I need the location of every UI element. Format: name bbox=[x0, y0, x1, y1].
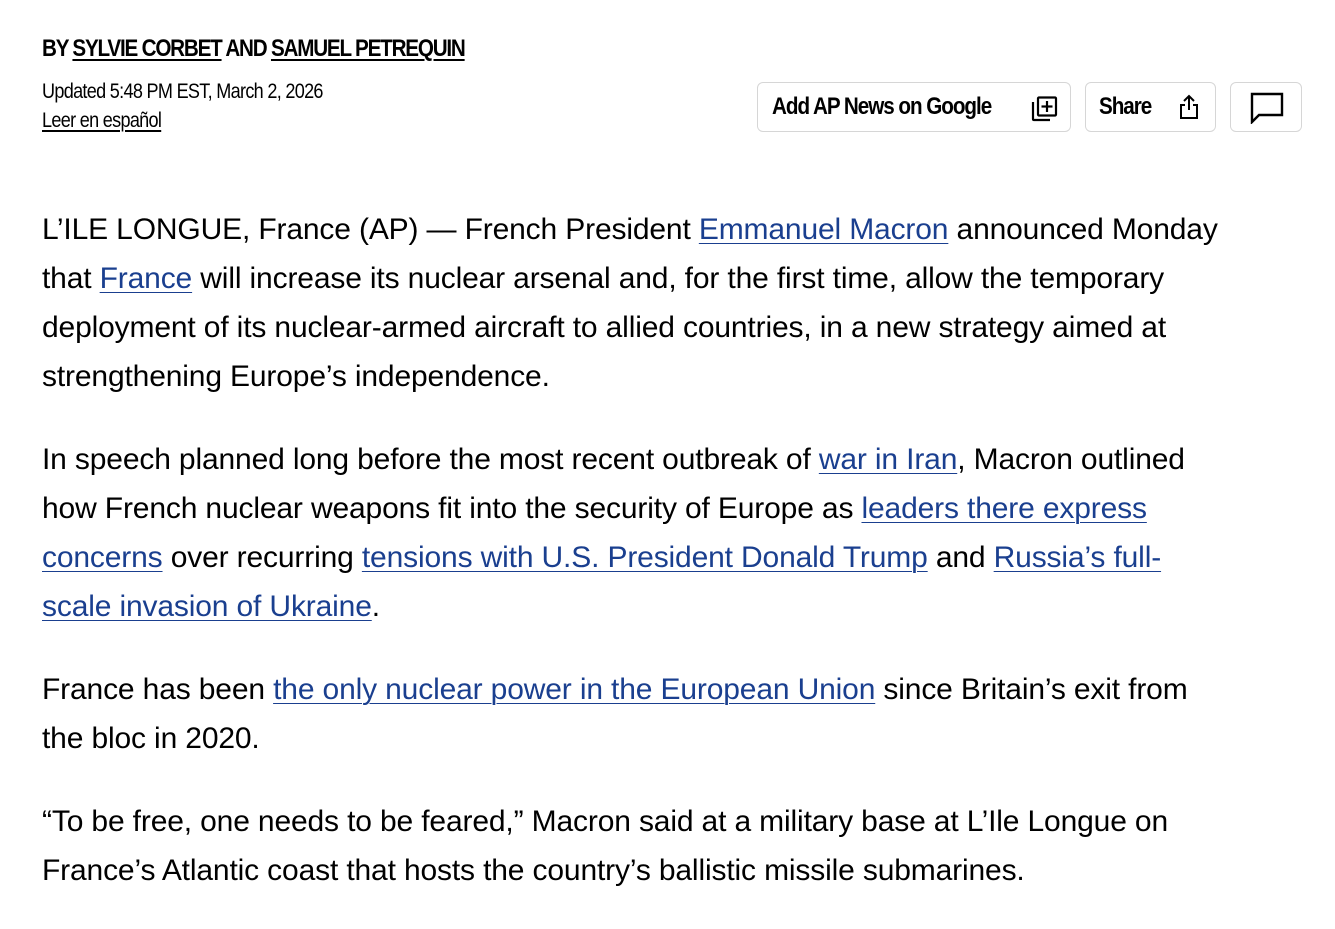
share-button[interactable] bbox=[1085, 82, 1216, 132]
text-span: France has been bbox=[42, 673, 274, 706]
link-france[interactable]: France bbox=[99, 262, 193, 295]
byline bbox=[42, 33, 465, 65]
text-span: over recurring bbox=[162, 541, 362, 574]
share-icon bbox=[1178, 94, 1200, 127]
text-span: how French nuclear weapons fit into the security of Europe as bbox=[42, 492, 862, 525]
byline-connector: AND bbox=[225, 35, 267, 62]
text-span: France’s Atlantic coast that hosts the country’s ballistic missile submarines. bbox=[42, 854, 1025, 887]
text-span: will increase its nuclear arsenal and, for the first time, allow the temporary bbox=[192, 262, 1165, 295]
text-span: , Macron outlined bbox=[957, 443, 1185, 476]
author-link-samuel-petrequin[interactable]: SAMUEL PETREQUIN bbox=[270, 35, 465, 62]
add-to-library-icon bbox=[1031, 96, 1058, 129]
link-emmanuel-macron[interactable]: Emmanuel Macron bbox=[698, 213, 949, 246]
article-paragraph-2 bbox=[42, 435, 1304, 631]
link-russia-invasion-ukraine-cont[interactable]: scale invasion of Ukraine bbox=[42, 590, 372, 623]
text-span: the bloc in 2020. bbox=[42, 722, 260, 755]
add-ap-news-on-google-button[interactable] bbox=[757, 82, 1071, 132]
text-span: announced Monday bbox=[948, 213, 1218, 246]
link-leaders-express-concerns[interactable]: leaders there express bbox=[861, 492, 1147, 525]
link-tensions-with-trump[interactable]: tensions with U.S. President Donald Trump bbox=[361, 541, 928, 574]
comments-button[interactable] bbox=[1230, 82, 1302, 132]
link-only-nuclear-power-eu[interactable]: the only nuclear power in the European Union bbox=[273, 673, 876, 706]
text-span: “To be free, one needs to be feared,” Macron said at a military base at L’Ile Longue on bbox=[42, 805, 1168, 838]
text-span: deployment of its nuclear-armed aircraft to allied countries, in a new strategy aimed at bbox=[42, 311, 1167, 344]
link-war-in-iran[interactable]: war in Iran bbox=[818, 443, 958, 476]
updated-timestamp: Updated 5:48 PM EST, March 2, 2026 bbox=[42, 80, 323, 103]
article-paragraph-3 bbox=[42, 665, 1304, 763]
add-ap-news-on-google-label: Add AP News on Google bbox=[772, 93, 992, 120]
author-link-sylvie-corbet[interactable]: SYLVIE CORBET bbox=[72, 35, 222, 62]
text-span: In speech planned long before the most recent outbreak of bbox=[42, 443, 819, 476]
article-body bbox=[42, 205, 1304, 929]
text-span: L’ILE LONGUE, France (AP) — French President bbox=[42, 213, 699, 246]
text-span: since Britain’s exit from bbox=[875, 673, 1188, 706]
byline-prefix: BY bbox=[42, 35, 68, 62]
text-span: strengthening Europe’s independence. bbox=[42, 360, 550, 393]
article-paragraph-1 bbox=[42, 205, 1304, 401]
text-span: that bbox=[42, 262, 100, 295]
article-paragraph-4 bbox=[42, 797, 1304, 895]
link-russia-invasion-ukraine[interactable]: Russia’s full- bbox=[993, 541, 1162, 574]
spanish-version-link[interactable]: Leer en español bbox=[42, 109, 162, 132]
share-label: Share bbox=[1099, 93, 1152, 120]
text-span: and bbox=[927, 541, 994, 574]
article-meta bbox=[42, 77, 323, 135]
text-span: . bbox=[371, 590, 380, 623]
comment-icon bbox=[1249, 92, 1285, 131]
link-leaders-express-concerns-cont[interactable]: concerns bbox=[42, 541, 163, 574]
